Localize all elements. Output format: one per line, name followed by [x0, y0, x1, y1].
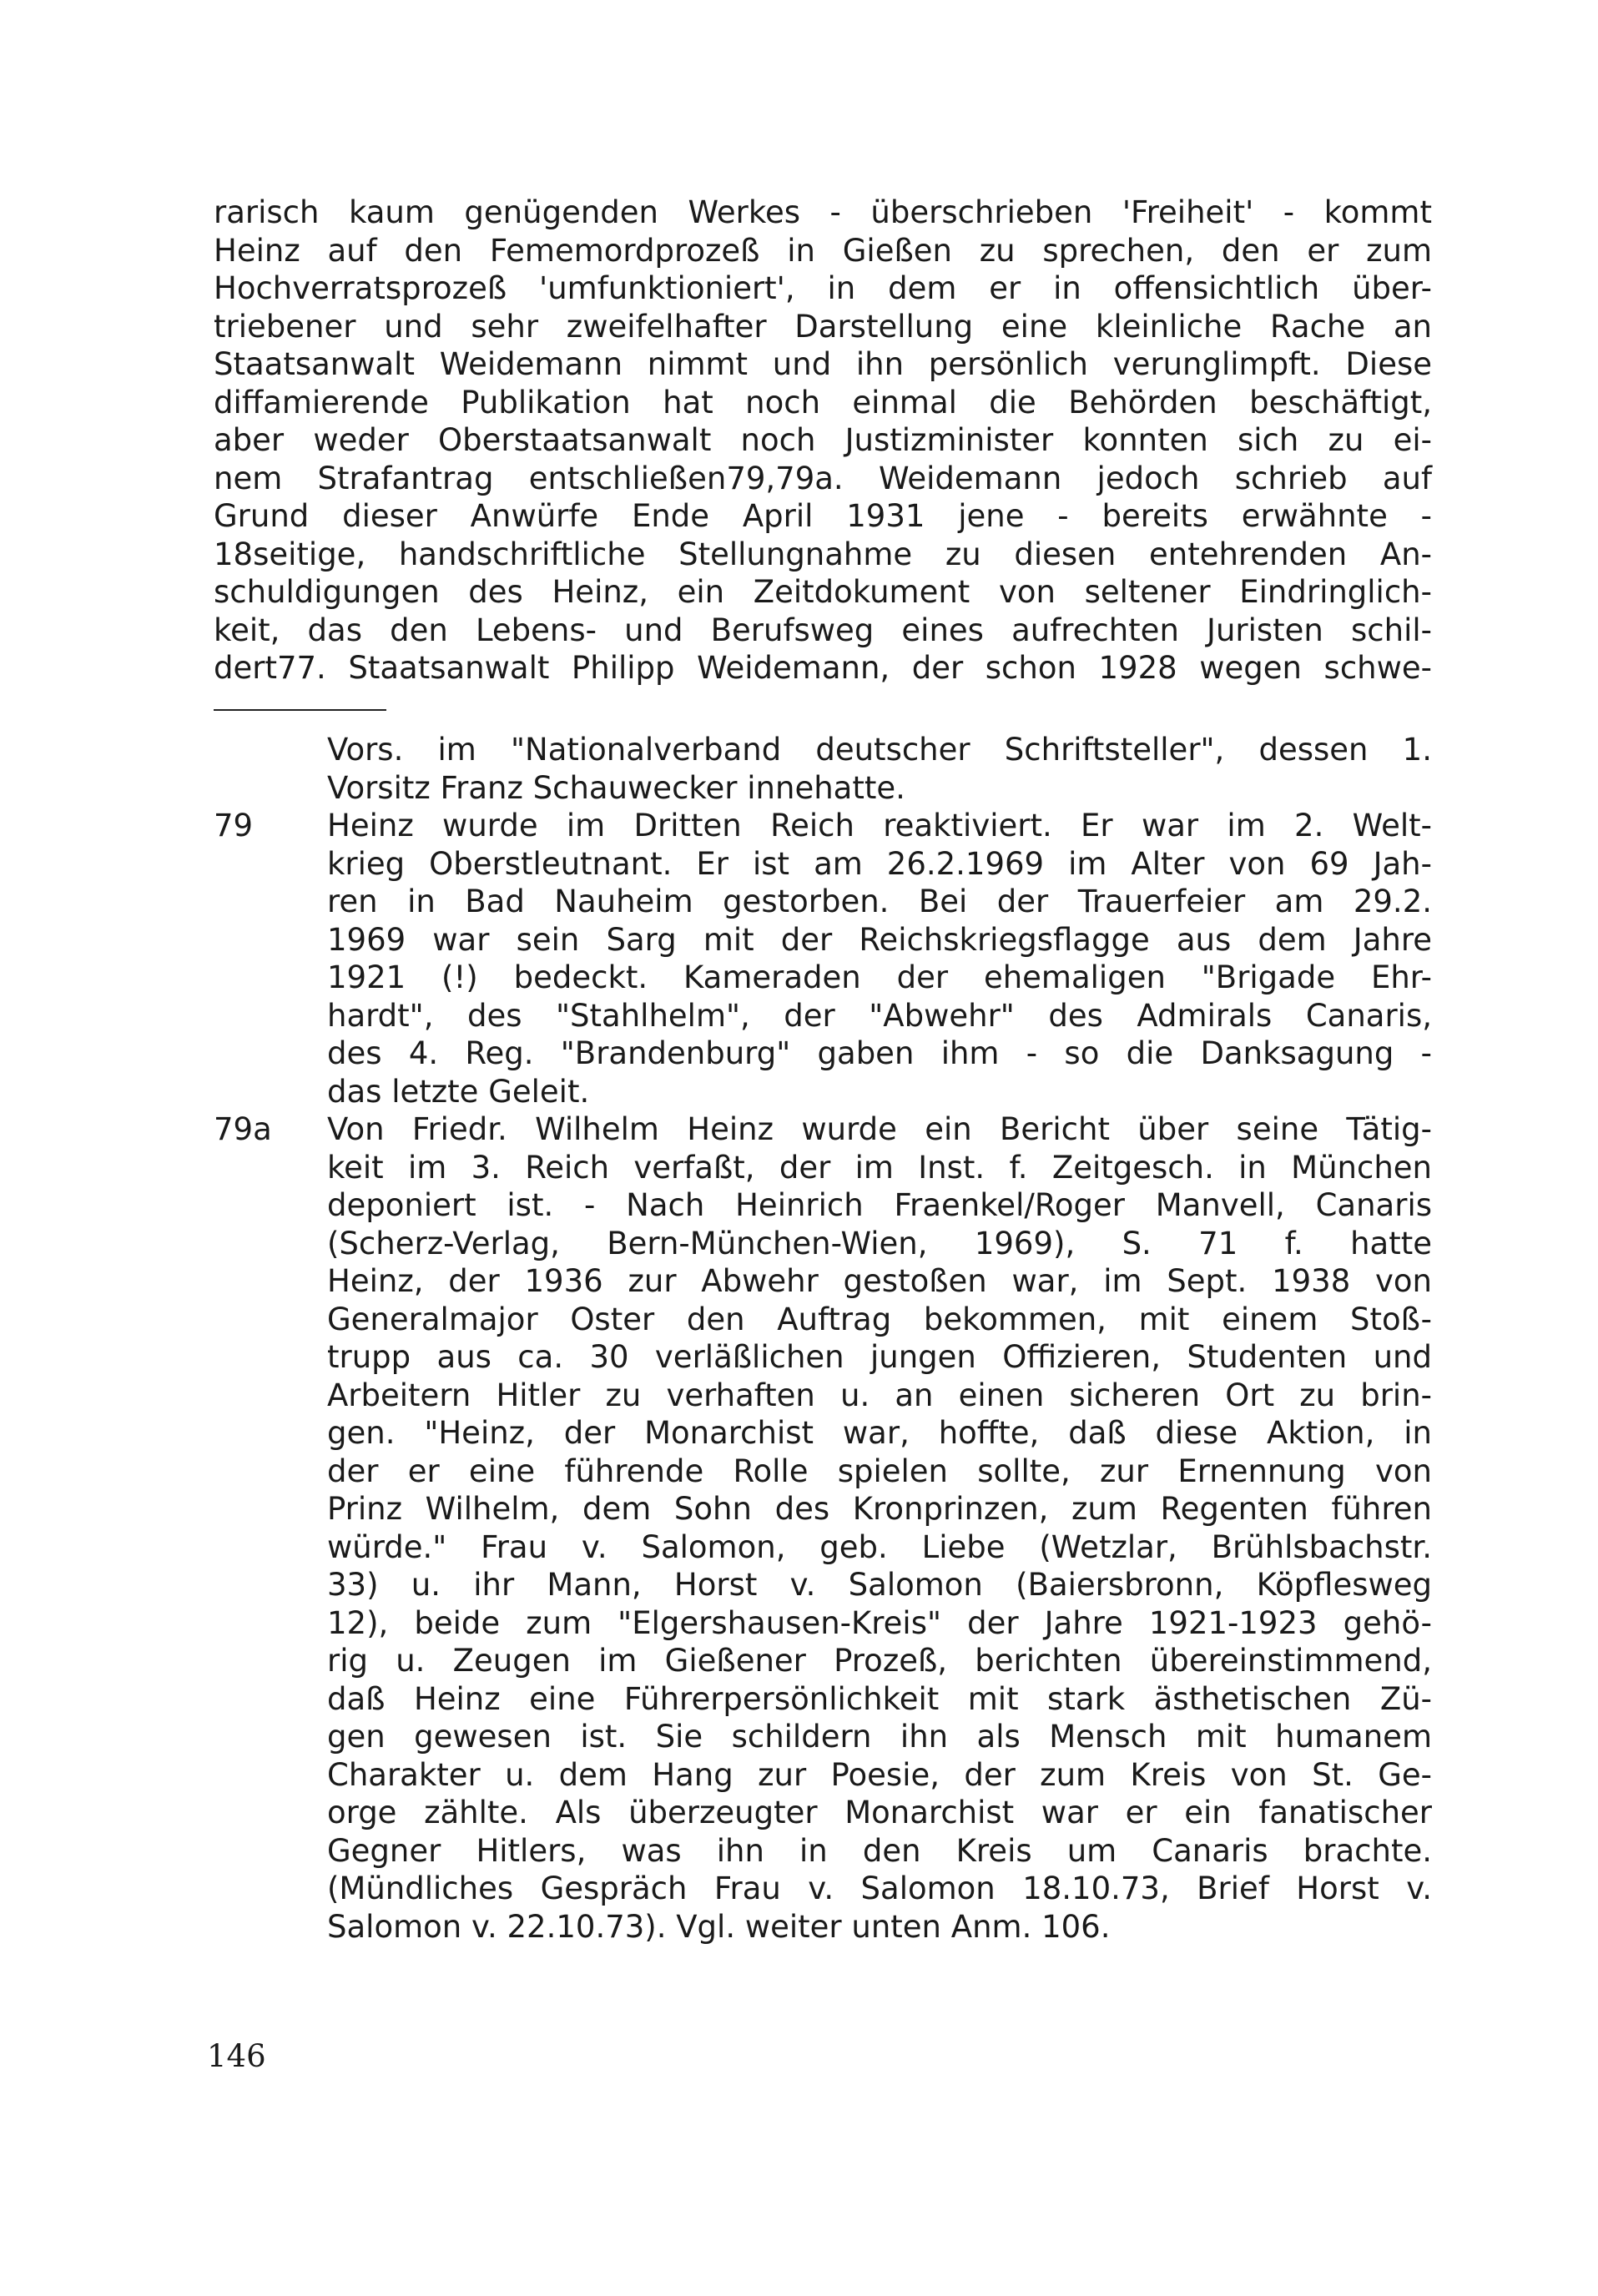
footnote-separator — [214, 709, 386, 711]
footnote-number: 79a — [214, 1111, 272, 1147]
footnote-line: Gegner Hitlers, was ihn in den Kreis um Canaris brachte. — [327, 1832, 1432, 1869]
main-text-line: rarisch kaum genügenden Werkes - überschrieben 'Freiheit' - kommt — [214, 194, 1432, 230]
footnote-body — [327, 731, 1432, 807]
footnote-line: Charakter u. dem Hang zur Poesie, der zum Kreis von St. Ge- — [327, 1756, 1432, 1793]
footnote-line: Vorsitz Franz Schauwecker innehatte. — [327, 769, 905, 806]
main-text-line: Hochverratsprozeß 'umfunktioniert', in dem er in offensichtlich über- — [214, 270, 1432, 306]
main-text-line: triebener und sehr zweifelhafter Darstellung eine kleinliche Rache an — [214, 308, 1432, 345]
footnote-body — [327, 807, 1432, 1110]
footnote-line: gen. "Heinz, der Monarchist war, hoffte, daß diese Aktion, in — [327, 1415, 1432, 1451]
footnote-line: krieg Oberstleutnant. Er ist am 26.2.1969 im Alter von 69 Jah- — [327, 845, 1432, 882]
footnote-number — [214, 731, 322, 769]
footnote-line: Salomon v. 22.10.73). Vgl. weiter unten Anm. 106. — [327, 1908, 1111, 1945]
footnotes-section — [214, 731, 1432, 1946]
footnote-line: ren in Bad Nauheim gestorben. Bei der Trauerfeier am 29.2. — [327, 884, 1432, 919]
footnote-line: des 4. Reg. "Brandenburg" gaben ihm - so die Danksagung - — [327, 1035, 1432, 1071]
page-number: 146 — [207, 2038, 266, 2074]
footnote-line: Generalmajor Oster den Auftrag bekommen, mit einem Stoß- — [327, 1301, 1432, 1337]
main-text-line: diffamierende Publikation hat noch einmal die Behörden beschäftigt, — [214, 384, 1432, 420]
footnote-line: Heinz, der 1936 zur Abwehr gestoßen war, im Sept. 1938 von — [327, 1263, 1432, 1299]
footnote-line: orge zählte. Als überzeugter Monarchist war er ein fanatischer — [327, 1795, 1432, 1830]
footnote-line: (Scherz-Verlag, Bern-München-Wien, 1969), S. 71 f. hatte — [327, 1225, 1432, 1261]
footnote-line: 1921 (!) bedeckt. Kameraden der ehemaligen "Brigade Ehr- — [327, 959, 1432, 995]
footnote-continued — [214, 731, 1432, 807]
footnote-line: rig u. Zeugen im Gießener Prozeß, berichten übereinstimmend, — [327, 1643, 1432, 1679]
footnote-line: Prinz Wilhelm, dem Sohn des Kronprinzen, zum Regenten führen — [327, 1491, 1432, 1527]
main-text-line: aber weder Oberstaatsanwalt noch Justizminister konnten sich zu ei- — [214, 422, 1432, 458]
footnote-line: das letzte Geleit. — [327, 1073, 590, 1110]
footnote-line: 1969 war sein Sarg mit der Reichskriegsflagge aus dem Jahre — [327, 921, 1432, 958]
footnote-line: der er eine führende Rolle spielen sollte, zur Ernennung von — [327, 1453, 1432, 1489]
main-text-line: dert77. Staatsanwalt Philipp Weidemann, der schon 1928 wegen schwe- — [214, 650, 1432, 686]
footnote-79a — [214, 1110, 1432, 1946]
footnote-line: (Mündliches Gespräch Frau v. Salomon 18.10.73, Brief Horst v. — [327, 1871, 1432, 1906]
footnote-line: keit im 3. Reich verfaßt, der im Inst. f. Zeitgesch. in München — [327, 1149, 1432, 1186]
footnote-line: daß Heinz eine Führerpersönlichkeit mit stark ästhetischen Zü- — [327, 1680, 1432, 1717]
main-text-line: Staatsanwalt Weidemann nimmt und ihn persönlich verunglimpft. Diese — [214, 346, 1432, 382]
footnote-79 — [214, 807, 1432, 1110]
footnote-line: deponiert ist. - Nach Heinrich Fraenkel/Roger Manvell, Canaris — [327, 1187, 1432, 1223]
footnote-line: gen gewesen ist. Sie schildern ihn als Mensch mit humanem — [327, 1719, 1432, 1755]
footnote-line: 33) u. ihr Mann, Horst v. Salomon (Baiersbronn, Köpflesweg — [327, 1567, 1432, 1603]
main-text-line: 18seitige, handschriftliche Stellungnahme zu diesen entehrenden An- — [214, 536, 1432, 572]
main-text-line: Heinz auf den Fememordprozeß in Gießen zu sprechen, den er zum — [214, 232, 1432, 269]
footnote-line: trupp aus ca. 30 verläßlichen jungen Offizieren, Studenten und — [327, 1339, 1432, 1375]
footnote-line: Vors. im "Nationalverband deutscher Schriftsteller", dessen 1. — [327, 732, 1432, 768]
footnote-number: 79 — [214, 808, 254, 843]
main-text-line: schuldigungen des Heinz, ein Zeitdokument von seltener Eindringlich- — [214, 574, 1432, 610]
footnote-line: Arbeitern Hitler zu verhaften u. an einen sicheren Ort zu brin- — [327, 1377, 1432, 1413]
footnote-line: Heinz wurde im Dritten Reich reaktiviert. Er war im 2. Welt- — [327, 808, 1432, 843]
footnote-line: hardt", des "Stahlhelm", der "Abwehr" des Admirals Canaris, — [327, 997, 1432, 1034]
footnote-line: würde." Frau v. Salomon, geb. Liebe (Wetzlar, Brühlsbachstr. — [327, 1528, 1432, 1565]
footnote-line: Von Friedr. Wilhelm Heinz wurde ein Bericht über seine Tätig- — [327, 1111, 1432, 1147]
main-text-line: keit, das den Lebens- und Berufsweg eines aufrechten Juristen schil- — [214, 612, 1432, 648]
footnote-line: 12), beide zum "Elgershausen-Kreis" der Jahre 1921-1923 gehö- — [327, 1604, 1432, 1641]
main-text-line: Grund dieser Anwürfe Ende April 1931 jene - bereits erwähnte - — [214, 498, 1432, 534]
main-text-line: nem Strafantrag entschließen79,79a. Weidemann jedoch schrieb auf — [214, 460, 1432, 496]
main-text-block — [214, 194, 1432, 687]
footnote-body — [327, 1110, 1432, 1946]
